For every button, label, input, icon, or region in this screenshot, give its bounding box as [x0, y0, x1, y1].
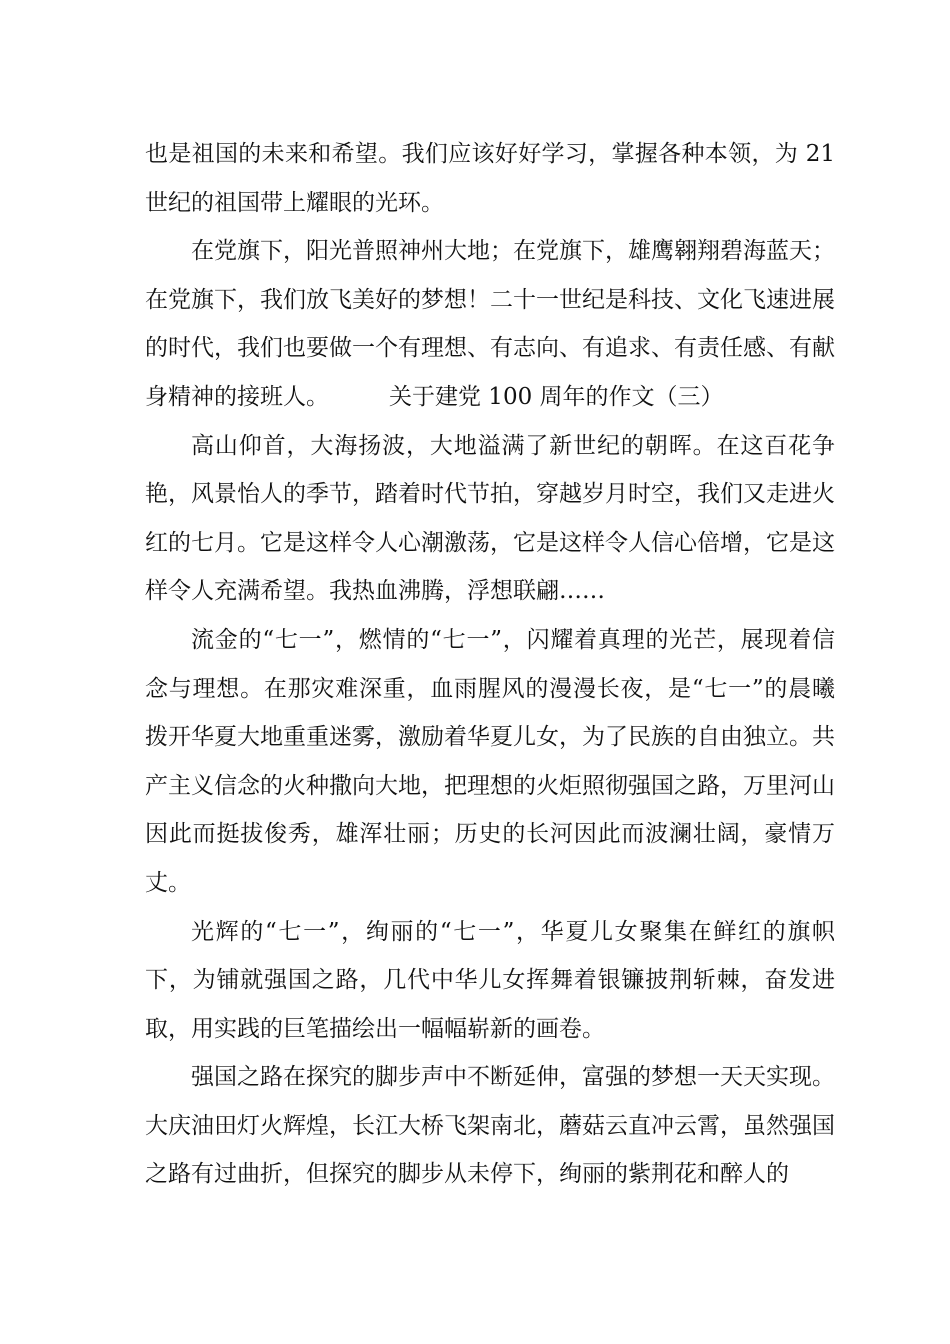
paragraph-5: 光辉的“七一”，绚丽的“七一”，华夏儿女聚集在鲜红的旗帜下，为铺就强国之路，几代中华儿女挥舞着银镰披荆斩棘，奋发进取，用实践的巨笔描绘出一幅幅崭新的画卷。 — [145, 918, 835, 1042]
paragraph-6: 强国之路在探究的脚步声中不断延伸，富强的梦想一天天实现。大庆油田灯火辉煌，长江大桥飞架南北，蘑菇云直冲云霄，虽然强国之路有过曲折，但探究的脚步从未停下，绚丽的紫荆花和醉人的 — [145, 1064, 835, 1188]
paragraph-4: 流金的“七一”，燃情的“七一”，闪耀着真理的光芒，展现着信念与理想。在那灾难深重，血雨腥风的漫漫长夜，是“七一”的晨曦拨开华夏大地重重迷雾，激励着华夏儿女，为了民族的自由独立。共产主义信念的火种撒向大地，把理想的火炬照彻强国之路，万里河山因此而挺拔俊秀，雄浑壮丽；历史的长河因此而波澜壮阔，豪情万丈。 — [145, 626, 835, 896]
paragraph-1: 也是祖国的未来和希望。我们应该好好学习，掌握各种本领，为 21 世纪的祖国带上耀眼的光环。 — [145, 141, 835, 216]
paragraph-2-text: 在党旗下，阳光普照神州大地；在党旗下，雄鹰翱翔碧海蓝天；在党旗下，我们放飞美好的梦想！二十一世纪是科技、文化飞速进展的时代，我们也要做一个有理想、有志向、有追求、有责任感、有献身精神的接班人。 — [145, 238, 835, 410]
paragraph-2 — [145, 227, 835, 421]
document-body — [145, 130, 835, 1199]
paragraph-3: 高山仰首，大海扬波，大地溢满了新世纪的朝晖。在这百花争艳，风景怡人的季节，踏着时代节拍，穿越岁月时空，我们又走进火红的七月。它是这样令人心潮激荡，它是这样令人信心倍增，它是这样令人充满希望。我热血沸腾，浮想联翩…… — [145, 432, 835, 605]
essay-heading: 关于建党 100 周年的作文（三） — [389, 383, 724, 410]
